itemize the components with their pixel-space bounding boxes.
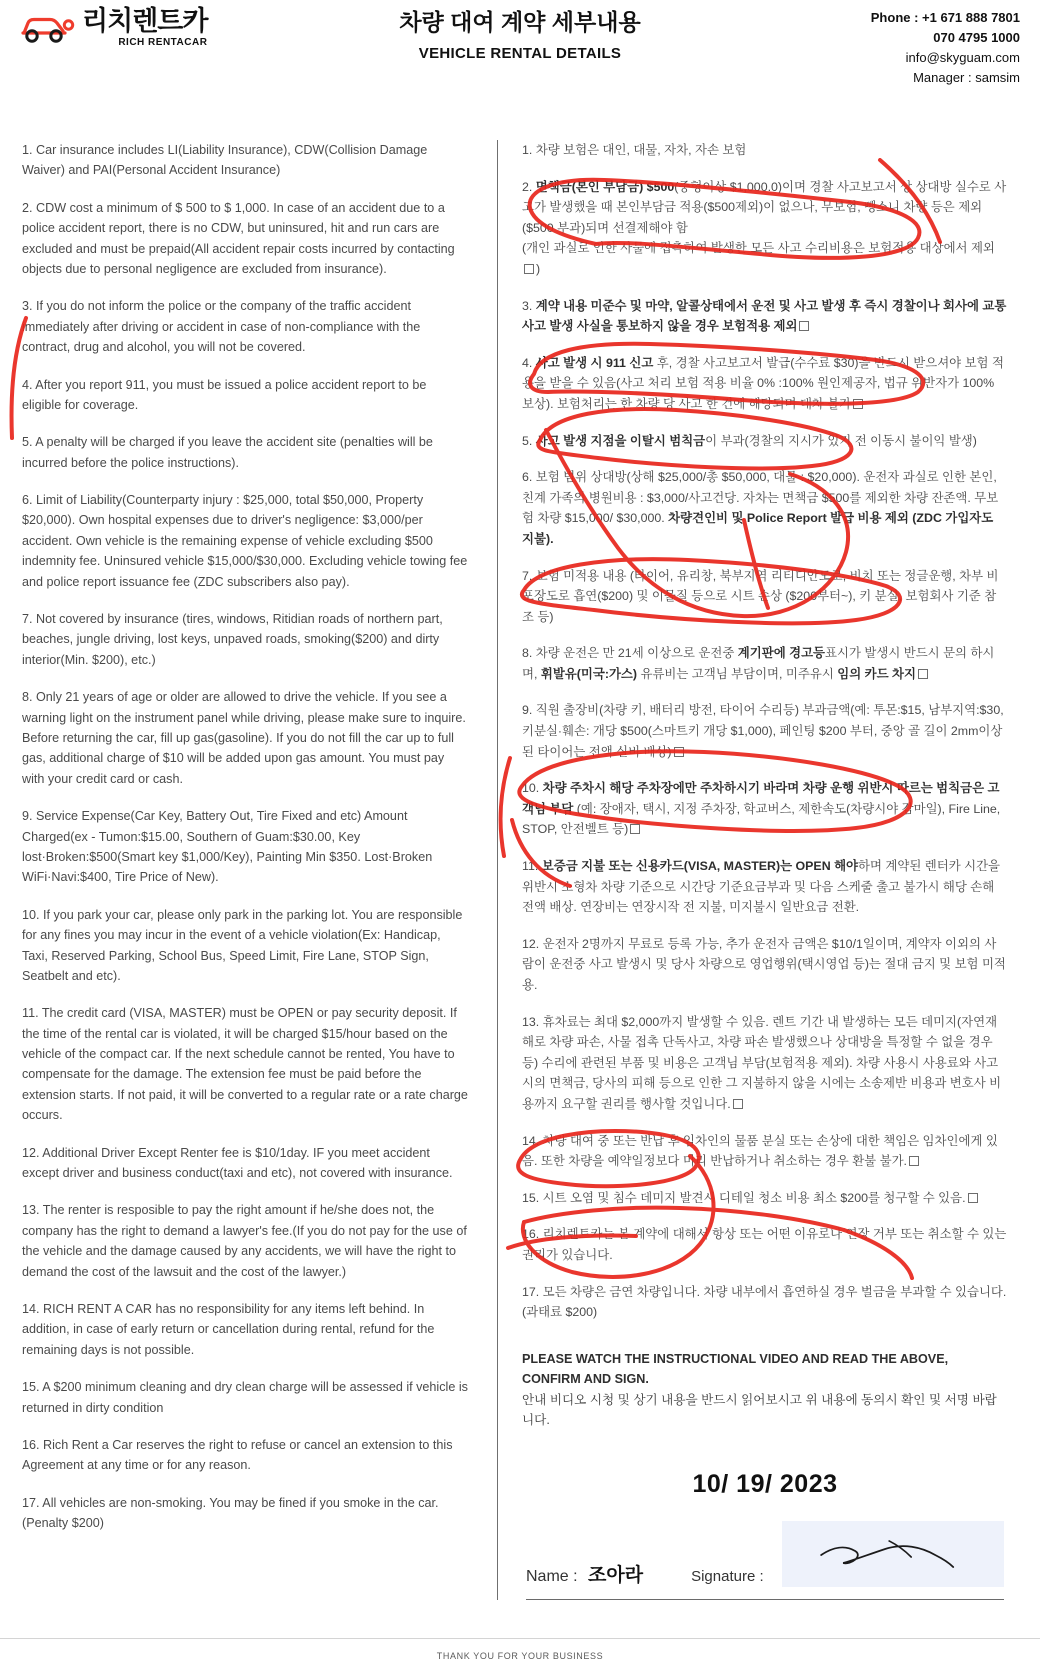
signature-box[interactable] xyxy=(782,1521,1004,1587)
clause-kr-14: 14. 차량 대여 중 또는 반납 후 임차인의 물품 분실 또는 손상에 대한 책임은 임차인에게 있음. 또한 차량을 예약일정보다 미리 반납하거나 취소하는 경우 환불 불가. xyxy=(522,1133,998,1169)
clause-en-8: 8. Only 21 years of age or older are allowed to drive the vehicle. If you see a warning light on the instrument panel while driving, please make sure to inquire. Before returning the car, fill up gas(gasoline). If you do not fill the car up to full gas, additional charge of $10 will be added upon gas amount. You must pay with your credit card or cash. xyxy=(22,690,466,786)
column-divider xyxy=(497,140,498,1600)
clause-en-11: 11. The credit card (VISA, MASTER) must be OPEN or pay security deposit. If the time of the rental car is violated, it will be charged $15/hour based on the vehicle of the compact car. If the next schedule cannot be rented, You have to compensate for the damage. The extension fee must be paid before the extension starts. If not paid, it will be converted to a regular rate or a rate charge occurs. xyxy=(22,1006,468,1123)
notice-korean: 안내 비디오 시청 및 상기 내용을 반드시 읽어보시고 위 내용에 동의시 확인 및 서명 바랍니다. xyxy=(522,1392,997,1427)
clause-kr-7: 7. 보험 미적용 내용 (타이어, 유리창, 북부지역 리티디안도로, 비치 또는 정글운행, 차부 비포장도로 흡연($200) 및 이물질 등으로 시트 손상 ($200부터~), 키 분실, 보험회사 기준 참조 등) xyxy=(522,568,999,624)
clause-en-13: 13. The renter is resposible to pay the right amount if he/she does not, the company has the right to demand a lawyer's fee.(If you do not pay for the use of the vehicle and the damage caused by any accidents, we will have the right to demand the cost of the lawsuit and the cost of the lawyer.) xyxy=(22,1203,467,1279)
name-value: 조아라 xyxy=(588,1565,644,1587)
clause-kr-10: 10. 차량 주차시 해당 주차장에만 주차하시기 바라며 차량 운행 위반시 따르는 범칙금은 고객님 부담 (예: 장애자, 택시, 지정 주차장, 학교버스, 제한속도(차량시야 감마일), Fire Line, STOP, 안전벨트 등) xyxy=(522,781,1001,837)
clause-en-6: 6. Limit of Liability(Counterparty injury : $25,000, total $50,000, Property $20,000). Own hospital expenses due to driver's negligence: $3,000/per accident. Own vehicle is the remaining expense of vehicle excluding $500 indemnity fee. Uninsured vehicle $15,000/$30,000. Excluding vehicle towing fee and police report issuance fee (ZDC subscribers also pay). xyxy=(22,493,468,589)
clause-kr-9: 9. 직원 출장비(차량 키, 배터리 방전, 타이어 수리등) 부과금액(예: 투몬:$15, 남부지역:$30, 키분실·훼손: 개당 $500(스마트키 개당 $1,000), 페인팅 $200 부터, 중앙 골 길이 2mm이상 된 타이어는 전액 실비 배상) xyxy=(522,703,1004,759)
clause-kr-16: 16. 리치렌트카는 본 계약에 대해서 항상 또는 어떤 이유로나 연장 거부 또는 취소할 수 있는 권리가 있습니다. xyxy=(522,1227,1007,1262)
clause-en-9: 9. Service Expense(Car Key, Battery Out, Tire Fixed and etc) Amount Charged(ex - Tumon:$15.00, Southern of Guam:$30.00, Key lost·Broken:$500(Smart key $1,000/Key), Painting Min $350. Lost·Broken WiFi·Navi:$400, Tire Price of New). xyxy=(22,809,433,885)
clause-en-12: 12. Additional Driver Except Renter fee is $10/1day. IF you meet accident except driver and business conduct(taxi and etc), not covered with insurance. xyxy=(22,1145,453,1181)
email: info@skyguam.com xyxy=(905,50,1020,66)
clause-kr-17: 17. 모든 차량은 금연 차량입니다. 차량 내부에서 흡연하실 경우 벌금을 부과할 수 있습니다. (과태료 $200) xyxy=(522,1284,1007,1320)
clause-kr-6: 6. 보험 범위 상대방(상해 $25,000/총 $50,000, 대물 : $20,000). 운전자 과실로 인한 본인, 친계 가족의 병원비용 : $3,000/사고건당. 자차는 면책금 $500를 제외한 차량 잔존액. 무보험 차량 $15,000/ $30,000. 차량견인비 및 Police Report 발급 비용 제외 (ZDC 가입자도 지불). xyxy=(522,470,999,546)
clause-en-16: 16. Rich Rent a Car reserves the right to refuse or cancel an extension to this Agreement at any time or for any reason. xyxy=(22,1437,453,1473)
name-field xyxy=(526,1560,643,1587)
phone-primary: Phone : +1 671 888 7801 xyxy=(870,10,1020,25)
clause-kr-15: 15. 시트 오염 및 침수 데미지 발견시 디테일 청소 비용 최소 $200를 청구할 수 있음. xyxy=(522,1188,1008,1209)
clause-kr-5: 5. 사고 발생 지점을 이탈시 범칙금이 부과(경찰의 지시가 있기 전 이동시 불이익 발생) xyxy=(522,433,977,448)
logo-korean-text: 리치렌트카 xyxy=(82,6,208,36)
logo-english-text: RICH RENTACAR xyxy=(118,37,208,48)
page-footer: THANK YOU FOR YOUR BUSINESS xyxy=(0,1638,1040,1671)
document-body xyxy=(0,92,1040,1600)
company-logo xyxy=(20,6,207,48)
clause-en-4: 4. After you report 911, you must be issued a police accident report to be eligible for coverage. xyxy=(22,377,427,412)
document-header xyxy=(0,0,1040,92)
signature-row xyxy=(522,1521,1008,1587)
title-korean: 차량 대여 계약 세부내용 xyxy=(399,9,641,35)
clause-en-17: 17. All vehicles are non-smoking. You may be fined if you smoke in the car. (Penalty $200) xyxy=(22,1495,439,1531)
clause-en-10: 10. If you park your car, please only park in the parking lot. You are responsible for any fines you may incur in the event of a vehicle violation(Ex: Handicap, Taxi, Reserved Parking, School Bus, Speed Limit, Fire Lane, STOP Sign, Seatbelt and etc). xyxy=(22,907,463,983)
clause-kr-2: 2. 면책금(본인 부담금) $500(중형이상 $1,000.0)이며 경찰 사고보고서 상 상대방 실수로 사고가 발생했을 때 본인부담금 적용($500제외)이 없으나, 무보험, 뺑소니 차량 등은 제외($500 부과)되며 선결제해야 함 (개인 과실로 인한 사물에 접촉하여 발생한 모든 사고 수리비용은 보험적용 대상에서 제외) xyxy=(522,179,1007,276)
signing-notice xyxy=(522,1349,1008,1431)
notice-english: PLEASE WATCH THE INSTRUCTIONAL VIDEO AND READ THE ABOVE, CONFIRM AND SIGN. xyxy=(522,1351,949,1387)
contact-info xyxy=(871,6,1020,89)
clause-kr-8: 8. 차량 운전은 만 21세 이상으로 운전중 계기판에 경고등표시가 발생시 반드시 문의 하시며, 휘발유(미국:가스) 유류비는 고객님 부담이며, 미주유시 임의 카드 차지 xyxy=(522,646,995,681)
clause-kr-4: 4. 사고 발생 시 911 신고 후, 경찰 사고보고서 발급(수수료 $30)을 반드시 받으셔야 보험 적용을 받을 수 있음(사고 처리 보험 적용 비율 0% :100% 원인제공자, 법규 위반자가 100% 보상). 보험처리는 한 차량 당 사고 한 건에 해당되며 대차 불가 xyxy=(522,355,1004,411)
clause-en-3: 3. If you do not inform the police or the company of the traffic accident immediately after driving or accident in case of non-compliance with the contract, drug and alcohol, you will not be covered. xyxy=(22,299,421,355)
clause-en-2: 2. CDW cost a minimum of $ 500 to $ 1,000. In case of an accident due to a police accident report, there is no CDW, but uninsured, hit and run cars are excluded and must be prepaid(All accident repair costs incurred by contacting objects due to personal negligence are excluded from insurance). xyxy=(22,200,455,276)
clause-kr-12: 12. 운전자 2명까지 무료로 등록 가능, 추가 운전자 금액은 $10/1일이며, 계약자 이외의 사람이 운전중 사고 발생시 및 당사 차량으로 영업행위(택시영업 등)는 절대 금지 및 보험 미적용. xyxy=(522,936,1006,992)
clause-kr-3: 3. 계약 내용 미준수 및 마약, 알콜상태에서 운전 및 사고 발생 후 즉시 경찰이나 회사에 교통사고 발생 사실을 통보하지 않을 경우 보험적용 제외 xyxy=(522,298,1007,334)
title-english: VEHICLE RENTAL DETAILS xyxy=(418,45,622,62)
clause-kr-1: 1. 차량 보험은 대인, 대물, 자차, 자손 보험 xyxy=(522,143,747,157)
korean-clause-column xyxy=(508,140,1008,1600)
clause-en-1: 1. Car insurance includes LI(Liability Insurance), CDW(Collision Damage Waiver) and PAI(Personal Accident Insurance) xyxy=(22,143,428,178)
handwritten-signature xyxy=(782,1521,1004,1587)
name-label: Name : xyxy=(526,1568,578,1586)
clause-en-7: 7. Not covered by insurance (tires, windows, Ritidian roads of northern part, beaches, jungle driving, lost keys, unpaved roads, smoking($200) and dirty interior(Min. $200), etc.) xyxy=(22,612,443,667)
signature-underline xyxy=(526,1599,1004,1600)
clause-en-14: 14. RICH RENT A CAR has no responsibility for any items left behind. In addition, in case of early return or cancellation during rental, refund for the remaining days is not possible. xyxy=(22,1301,435,1357)
clause-kr-13: 13. 휴차료는 최대 $2,000까지 발생할 수 있음. 렌트 기간 내 발생하는 모든 데미지(자연재해로 차량 파손, 사물 접촉 단독사고, 차량 파손 발생했으나 상대방을 특정할 수 없을 경우 등) 수리에 관련된 부품 및 비용은 고객님 부담(보험적용 제외). 차량 사용시 사용료와 사고시의 면책금, 당사의 피해 등으로 인한 그 지불하지 않을 시에는 소송제반 비용과 변호사 비용까지 요구할 권리를 행사할 것입니다. xyxy=(522,1014,1002,1111)
signature-label: Signature : xyxy=(691,1568,764,1586)
clause-en-5: 5. A penalty will be charged if you leave the accident site (penalties will be incurred before the police instructions). xyxy=(22,435,433,470)
contract-date: 10/ 19/ 2023 xyxy=(692,1470,838,1499)
clause-kr-11: 11. 보증금 지불 또는 신용카드(VISA, MASTER)는 OPEN 해야하며 계약된 렌터카 시간을 위반시 소형차 차량 기준으로 시간당 기준요금부과 및 다음 스케줄 출고 불가시 해당 손해 전액 배상. 연장비는 연장시작 전 지불, 미지불시 일반요금 전환. xyxy=(522,859,1001,915)
car-icon xyxy=(20,9,76,47)
manager: Manager : samsim xyxy=(913,70,1020,86)
phone-secondary: 070 4795 1000 xyxy=(933,30,1020,46)
english-clause-column xyxy=(22,140,487,1600)
clause-en-15: 15. A $200 minimum cleaning and dry clean charge will be assessed if vehicle is returned in dirty condition xyxy=(22,1380,468,1415)
